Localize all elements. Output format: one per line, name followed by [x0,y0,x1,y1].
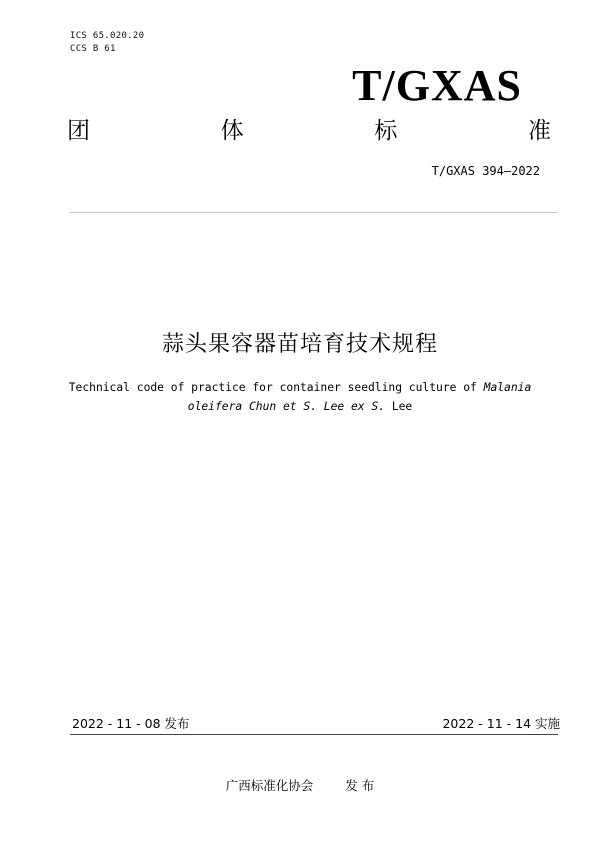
document-title-chinese: 蒜头果容器苗培育技术规程 [161,332,438,357]
title-en-line-1: Technical code of practice for container seedling culture of Malania [68,381,532,394]
document-title-english [50,378,550,416]
category-char: 团 [67,118,90,144]
category-char: 准 [527,118,551,144]
standard-brand-logo: T/GXAS [352,61,522,110]
standard-category [67,116,551,146]
header-divider [70,212,557,213]
issuer-action: 发 布 [345,778,375,793]
implement-date: 2022 - 11 - 14 实施 [442,716,560,731]
publish-date: 2022 - 11 - 08 发布 [72,716,190,731]
footer-divider [70,734,558,735]
ics-code: ICS 65.020.20 [70,31,145,41]
category-char: 标 [374,118,398,144]
issuer-line [0,776,600,794]
issuer-organization: 广西标准化协会 [225,778,314,793]
document-number: T/GXAS 394—2022 [431,164,540,178]
title-en-line-2: oleifera Chun et S. Lee ex S. Lee [187,400,413,413]
category-char: 体 [220,118,244,144]
ccs-code: CCS B 61 [70,44,116,54]
classification-codes [70,30,144,56]
